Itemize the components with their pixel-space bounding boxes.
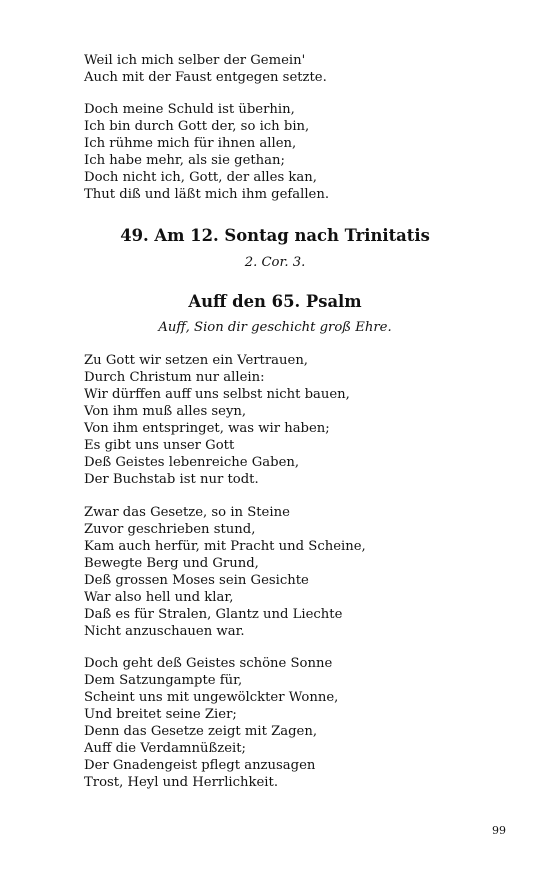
verse-line: Von ihm entspringet, was wir haben; (84, 421, 330, 436)
verse-line: Zwar das Gesetze, so in Steine (84, 505, 290, 520)
verse-line: Bewegte Berg und Grund, (84, 556, 259, 571)
stanza-2 (84, 101, 504, 203)
verse-line: Der Buchstab ist nur todt. (84, 472, 259, 487)
poem-melody: Auff, Sion dir geschicht groß Ehre. (158, 320, 392, 335)
section-reference: 2. Cor. 3. (244, 255, 306, 270)
verse-line: Deß Geistes lebenreiche Gaben, (84, 455, 300, 470)
verse-line: Daß es für Stralen, Glantz und Liechte (84, 607, 343, 622)
stanza-1 (84, 52, 504, 86)
page-number: 99 (492, 824, 506, 837)
verse-line: Doch meine Schuld ist überhin, (84, 102, 295, 117)
verse-line: Ich habe mehr, als sie gethan; (84, 153, 285, 168)
verse-line: Es gibt uns unser Gott (84, 438, 235, 453)
verse-line: Thut diß und läßt mich ihm gefallen. (84, 187, 330, 202)
verse-line: Von ihm muß alles seyn, (84, 404, 247, 419)
verse-line: Doch geht deß Geistes schöne Sonne (84, 656, 333, 671)
verse-line: Durch Christum nur allein: (84, 370, 265, 385)
stanza-5 (84, 655, 504, 791)
verse-line: Denn das Gesetze zeigt mit Zagen, (84, 724, 318, 739)
verse-line: Doch nicht ich, Gott, der alles kan, (84, 170, 317, 185)
verse-line: War also hell und klar, (84, 590, 234, 605)
verse-line: Ich bin durch Gott der, so ich bin, (84, 119, 310, 134)
verse-line: Dem Satzungampte für, (84, 673, 243, 688)
verse-line: Zu Gott wir setzen ein Vertrauen, (84, 353, 308, 368)
verse-line: Weil ich mich selber der Gemein' (84, 53, 306, 68)
verse-line: Zuvor geschrieben stund, (84, 522, 256, 537)
stanza-3 (84, 352, 504, 488)
verse-line: Scheint uns mit ungewölckter Wonne, (84, 690, 339, 705)
verse-line: Auff die Verdamnüßzeit; (84, 741, 246, 756)
poem-title: Auff den 65. Psalm (188, 292, 362, 311)
verse-line: Ich rühme mich für ihnen allen, (84, 136, 297, 151)
verse-line: Wir dürffen auff uns selbst nicht bauen, (84, 387, 350, 402)
verse-line: Kam auch herfür, mit Pracht und Scheine, (84, 539, 366, 554)
verse-line: Der Gnadengeist pflegt anzusagen (84, 758, 316, 773)
stanza-4 (84, 504, 504, 640)
verse-line: Trost, Heyl und Herrlichkeit. (84, 775, 279, 790)
verse-line: Und breitet seine Zier; (84, 707, 237, 722)
verse-line: Deß grossen Moses sein Gesichte (84, 573, 309, 588)
verse-line: Nicht anzuschauen war. (84, 624, 245, 639)
verse-line: Auch mit der Faust entgegen setzte. (84, 70, 327, 85)
section-title: 49. Am 12. Sontag nach Trinitatis (120, 226, 430, 245)
